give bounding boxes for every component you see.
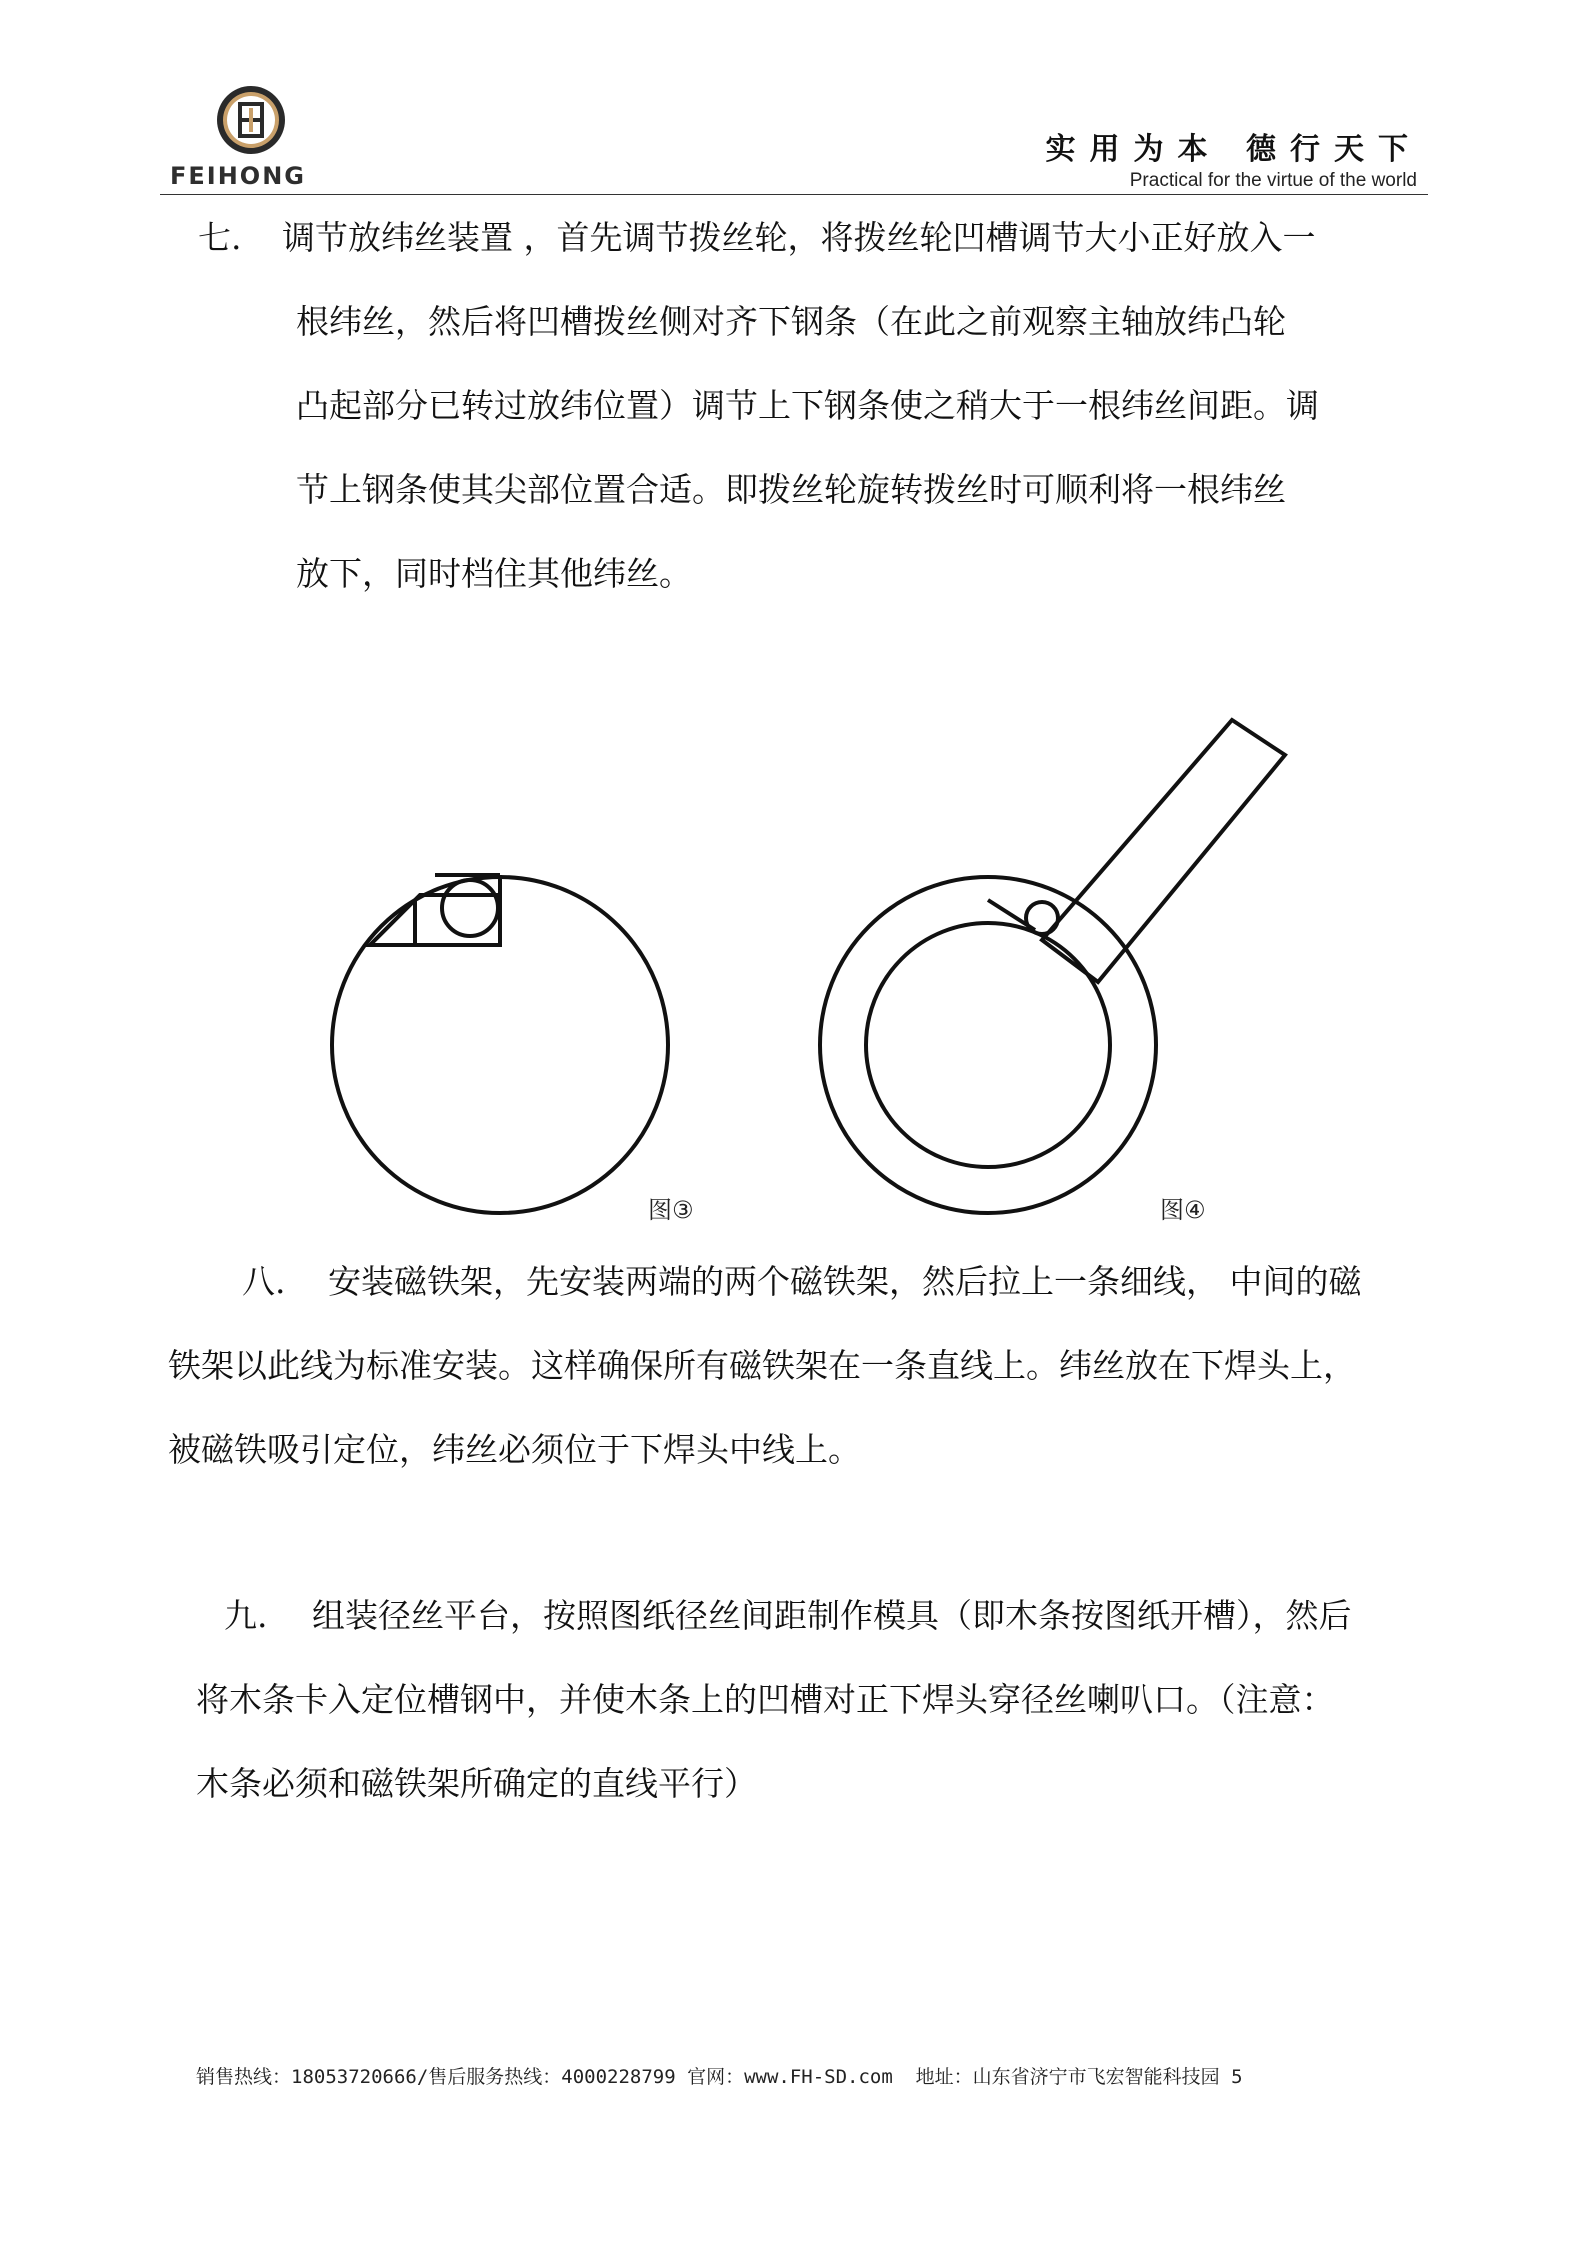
paragraph-line: 木条必须和磁铁架所确定的直线平行） [196,1764,757,1803]
wheel-diagrams [300,700,1206,1260]
section-7-line-1: 调节放纬丝装置 ，首先调节拨丝轮，将拨丝轮凹槽调节大小正好放入一 [282,218,1316,257]
figures-panel [300,700,1206,1260]
slogan-english: Practical for the virtue of the world [1129,170,1417,191]
slogan-chinese: 实用为本 德行天下 [1045,132,1422,167]
section-7-number [198,196,242,280]
header-divider [160,194,1428,195]
paragraph-line: 铁架以此线为标准安装。这样确保所有磁铁架在一条直线上。纬丝放在下焊头上， [168,1346,1356,1385]
section-7-body [296,280,1319,616]
paragraph-line: 节上钢条使其尖部位置合适。即拨丝轮旋转拨丝时可顺利将一根纬丝 [296,470,1286,509]
section-number: 九. [224,1596,268,1635]
paragraph-line: 凸起部分已转过放纬位置）调节上下钢条使之稍大于一根纬丝间距。调 [296,386,1319,425]
figure-3-label: 图③ [648,1196,694,1224]
section-number: 八. [242,1262,286,1301]
page-footer: 销售热线：18053720666/售后服务热线：4000228799 官网：www.FH-SD.com 地址：山东省济宁市飞宏智能科技园 5 [196,2066,1243,2088]
section-8-body [168,1324,1356,1492]
figure-3-diagram [332,875,668,1213]
paragraph-line: 放下，同时档住其他纬丝。 [296,554,692,593]
paragraph-line: 将木条卡入定位槽钢中，并使木条上的凹槽对正下焊头穿径丝喇叭口。（注意： [196,1680,1335,1719]
section-9-body [196,1658,1335,1826]
section-9-number [224,1574,268,1658]
paragraph-line: 根纬丝，然后将凹槽拨丝侧对齐下钢条（在此之前观察主轴放纬凸轮 [296,302,1286,341]
section-8-line-1: 安装磁铁架，先安装两端的两个磁铁架，然后拉上一条细线， 中间的磁 [328,1262,1362,1301]
section-number: 七. [198,218,242,257]
figure-4-diagram [820,720,1285,1213]
fh-emblem-icon [158,78,278,168]
logo-wordmark: FEIHONG [170,162,306,190]
section-9-line-1: 组装径丝平台，按照图纸径丝间距制作模具（即木条按图纸开槽），然后 [312,1596,1352,1635]
section-8-number [242,1240,286,1324]
paragraph-line: 被磁铁吸引定位，纬丝必须位于下焊头中线上。 [168,1430,861,1469]
figure-4-label: 图④ [1160,1196,1206,1224]
